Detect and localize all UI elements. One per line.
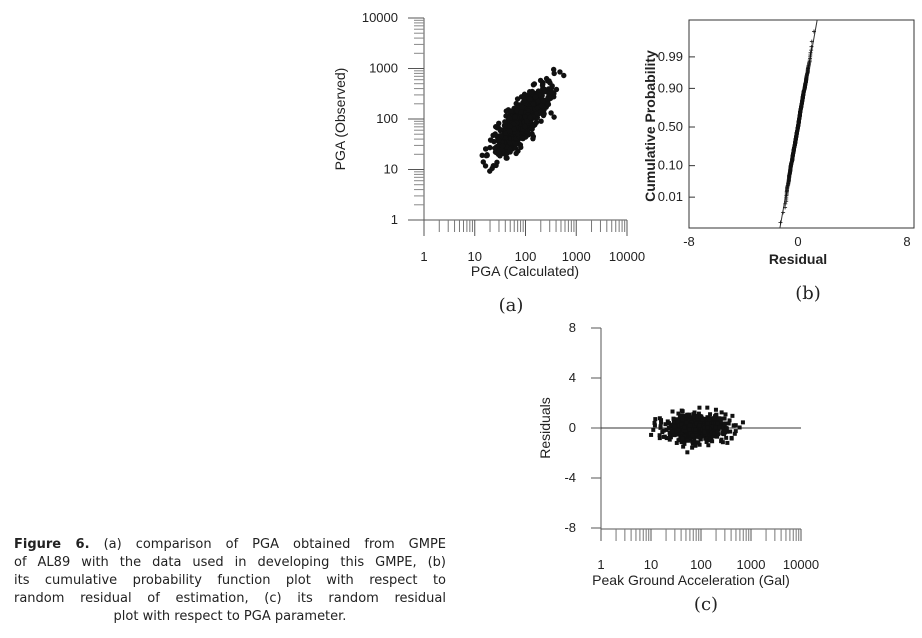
panel-a-ytick-label: 1000 bbox=[369, 60, 398, 76]
panel-a-point bbox=[539, 103, 544, 108]
panel-a-xtick-label: 10 bbox=[467, 249, 482, 264]
panel-a-point bbox=[483, 146, 488, 151]
panel-c-point bbox=[691, 440, 695, 444]
panel-a-scatter-observed-vs-calculated bbox=[332, 10, 645, 316]
panel-a-point bbox=[538, 78, 543, 83]
panel-c-point bbox=[706, 443, 710, 447]
panel-c-xtick-label: 10000 bbox=[782, 557, 820, 572]
panel-c-point bbox=[680, 413, 684, 417]
panel-c-point bbox=[658, 433, 662, 437]
panel-c-point bbox=[719, 420, 723, 424]
panel-a-point bbox=[534, 120, 539, 125]
panel-c-ylabel: Residuals bbox=[537, 397, 553, 459]
panel-c-point bbox=[696, 440, 700, 444]
panel-a-point bbox=[551, 114, 556, 119]
panel-c-point bbox=[722, 423, 726, 427]
panel-c-point bbox=[698, 423, 702, 427]
panel-c-point bbox=[676, 419, 680, 423]
panel-c-point bbox=[730, 414, 734, 418]
panel-b-point bbox=[809, 48, 813, 52]
panel-c-point bbox=[663, 422, 667, 426]
panel-a-xtick-label: 100 bbox=[514, 249, 537, 264]
panel-b-xtick-label: -8 bbox=[683, 234, 695, 249]
panel-b-ytick-label: 0.90 bbox=[657, 80, 683, 96]
panel-c-point bbox=[688, 427, 692, 431]
panel-a-point bbox=[487, 168, 492, 173]
panel-c-point bbox=[697, 406, 701, 410]
panel-c-xlabel: Peak Ground Acceleration (Gal) bbox=[592, 572, 790, 588]
panel-c-point bbox=[673, 425, 677, 429]
panel-b-ylabel: Cumulative Probability bbox=[642, 50, 658, 202]
panel-a-xlabel: PGA (Calculated) bbox=[470, 263, 580, 279]
panel-c-point bbox=[712, 432, 716, 436]
panel-c-xtick-label: 1 bbox=[597, 557, 605, 572]
panel-b-probability-plot bbox=[642, 20, 914, 304]
panel-a-point bbox=[481, 159, 486, 164]
panel-a-point bbox=[513, 142, 518, 147]
panel-c-xtick-label: 100 bbox=[690, 557, 712, 572]
panel-a-point bbox=[512, 114, 517, 119]
panel-c-point bbox=[671, 409, 675, 413]
panel-b-ytick-label: 0.50 bbox=[657, 119, 683, 135]
panel-c-xtick-label: 1000 bbox=[736, 557, 766, 572]
panel-c-ytick-label: -4 bbox=[564, 470, 576, 485]
panel-a-point bbox=[538, 109, 543, 114]
panel-c-point bbox=[705, 426, 709, 430]
panel-c-point bbox=[702, 430, 706, 434]
panel-a-point bbox=[530, 136, 535, 141]
panel-a-ylabel: PGA (Observed) bbox=[332, 67, 348, 171]
panel-a-point bbox=[500, 143, 505, 148]
panel-c-point bbox=[734, 429, 738, 433]
panel-a-point bbox=[561, 73, 566, 78]
panel-c-point bbox=[720, 438, 724, 442]
panel-c-point bbox=[728, 418, 732, 422]
panel-a-point bbox=[504, 108, 509, 113]
panel-b-points bbox=[778, 30, 816, 225]
panel-c-point bbox=[697, 436, 701, 440]
panel-c-point bbox=[712, 416, 716, 420]
panel-c-point bbox=[653, 417, 657, 421]
panel-c-point bbox=[708, 418, 712, 422]
panel-b-xtick-label: 8 bbox=[903, 234, 911, 249]
panel-b-xlabel: Residual bbox=[768, 251, 828, 267]
panel-a-point bbox=[496, 121, 501, 126]
panel-c-point bbox=[730, 436, 734, 440]
panel-c-point bbox=[671, 417, 675, 421]
panel-a-ytick-label: 100 bbox=[376, 111, 398, 126]
panel-a-point bbox=[546, 102, 551, 107]
caption-line-2: of AL89 with the data used in developing this GMPE, (b) bbox=[14, 555, 446, 570]
panel-c-point bbox=[685, 450, 689, 454]
panel-a-point bbox=[484, 153, 489, 158]
panel-c-point bbox=[723, 417, 727, 421]
panel-c-points bbox=[649, 406, 745, 455]
panel-c-point bbox=[649, 433, 653, 437]
panel-a-point bbox=[509, 109, 514, 114]
panel-c-point bbox=[715, 421, 719, 425]
panel-a-xtick-label: 1000 bbox=[561, 249, 591, 264]
panel-c-point bbox=[659, 418, 663, 422]
panel-c-point bbox=[693, 410, 697, 414]
panel-a-xtick-label: 10000 bbox=[608, 249, 646, 264]
panel-a-point bbox=[518, 109, 523, 114]
panel-b-xtick-label: 0 bbox=[794, 234, 802, 249]
panel-c-point bbox=[681, 437, 685, 441]
panel-c-point bbox=[705, 406, 709, 410]
panel-c-point bbox=[668, 434, 672, 438]
panel-c-point bbox=[723, 430, 727, 434]
panel-c-point bbox=[716, 430, 720, 434]
caption-line-5: plot with respect to PGA parameter. bbox=[113, 609, 347, 624]
panel-c-point bbox=[725, 441, 729, 445]
panel-c-point bbox=[677, 428, 681, 432]
caption-figure-label: Figure 6. bbox=[14, 537, 90, 552]
caption-line-1 bbox=[14, 536, 446, 554]
panel-c-point bbox=[688, 423, 692, 427]
panel-a-point bbox=[527, 96, 532, 101]
caption-line-3: its cumulative probability function plot with respect to bbox=[14, 573, 446, 588]
panel-c-xtick-label: 10 bbox=[643, 557, 659, 572]
panel-c-point bbox=[681, 409, 685, 413]
panel-a-point bbox=[545, 95, 550, 100]
panel-c-point bbox=[713, 426, 717, 430]
panel-a-point bbox=[531, 101, 536, 106]
panel-c-point bbox=[714, 408, 718, 412]
panel-c-point bbox=[686, 439, 690, 443]
panel-c-label: (c) bbox=[693, 594, 719, 615]
panel-c-point bbox=[718, 426, 722, 430]
figure-caption bbox=[14, 536, 446, 626]
panel-a-point bbox=[531, 82, 536, 87]
panel-a-point bbox=[530, 89, 535, 94]
panel-a-point bbox=[543, 89, 548, 94]
panel-a-point bbox=[488, 137, 493, 142]
panel-c-point bbox=[662, 429, 666, 433]
panel-a-point bbox=[499, 133, 504, 138]
panel-a-point bbox=[498, 127, 503, 132]
panel-a-point bbox=[518, 145, 523, 150]
panel-b-label: (b) bbox=[795, 283, 821, 304]
panel-a-point bbox=[540, 83, 545, 88]
panel-b-point bbox=[781, 210, 785, 214]
panel-c-point bbox=[693, 444, 697, 448]
panel-a-point bbox=[519, 104, 524, 109]
panel-a-point bbox=[507, 128, 512, 133]
panel-c-point bbox=[653, 423, 657, 427]
panel-c-point bbox=[741, 420, 745, 424]
panel-c-point bbox=[683, 425, 687, 429]
panel-a-point bbox=[522, 124, 527, 129]
panel-a-point bbox=[546, 78, 551, 83]
panel-c-point bbox=[708, 412, 712, 416]
panel-a-point bbox=[494, 160, 499, 165]
panel-a-ytick-label: 10 bbox=[383, 161, 398, 177]
panel-b-point bbox=[778, 220, 782, 224]
panel-a-xtick-label: 1 bbox=[420, 249, 428, 264]
panel-c-point bbox=[694, 421, 698, 425]
panel-b-ytick-label: 0.10 bbox=[657, 157, 683, 173]
panel-b-ytick-label: 0.99 bbox=[657, 48, 683, 64]
panel-a-point bbox=[551, 71, 556, 76]
caption-text-1: (a) comparison of PGA obtained from GMPE bbox=[103, 537, 446, 552]
panel-a-ytick-label: 1 bbox=[390, 212, 398, 227]
caption-line-4: random residual of estimation, (c) its random residual bbox=[14, 591, 446, 606]
panel-c-point bbox=[693, 428, 697, 432]
panel-c-point bbox=[698, 414, 702, 418]
panel-c-point bbox=[690, 433, 694, 437]
panel-a-point bbox=[504, 155, 509, 160]
panel-c-point bbox=[738, 425, 742, 429]
panel-c-point bbox=[710, 439, 714, 443]
panel-c-point bbox=[681, 417, 685, 421]
panel-a-point bbox=[513, 151, 518, 156]
panel-c-point bbox=[724, 412, 728, 416]
panel-a-point bbox=[527, 115, 532, 120]
panel-a-point bbox=[533, 94, 538, 99]
panel-c-point bbox=[706, 422, 710, 426]
panel-a-point bbox=[549, 89, 554, 94]
panel-c-point bbox=[682, 442, 686, 446]
panel-a-label: (a) bbox=[498, 295, 524, 316]
panel-c-ytick-label: -8 bbox=[564, 520, 576, 535]
panel-c-point bbox=[659, 424, 663, 428]
panel-a-point bbox=[502, 119, 507, 124]
panel-c-ytick-label: 0 bbox=[568, 420, 576, 435]
panel-b-ytick-label: 0.01 bbox=[657, 189, 683, 205]
panel-c-point bbox=[720, 410, 724, 414]
panel-c-ytick-label: 8 bbox=[568, 320, 576, 335]
panel-a-point bbox=[507, 116, 512, 121]
panel-a-point bbox=[520, 136, 525, 141]
panel-c-point bbox=[684, 421, 688, 425]
panel-a-points bbox=[480, 67, 567, 174]
panel-c-point bbox=[724, 436, 728, 440]
panel-c-point bbox=[651, 428, 655, 432]
panel-c-residuals-vs-pga bbox=[537, 320, 819, 615]
panel-c-ytick-label: 4 bbox=[568, 370, 576, 385]
panel-c-point bbox=[732, 423, 736, 427]
panel-c-point bbox=[671, 430, 675, 434]
panel-a-ytick-label: 10000 bbox=[361, 10, 398, 25]
panel-b-frame bbox=[689, 20, 914, 228]
